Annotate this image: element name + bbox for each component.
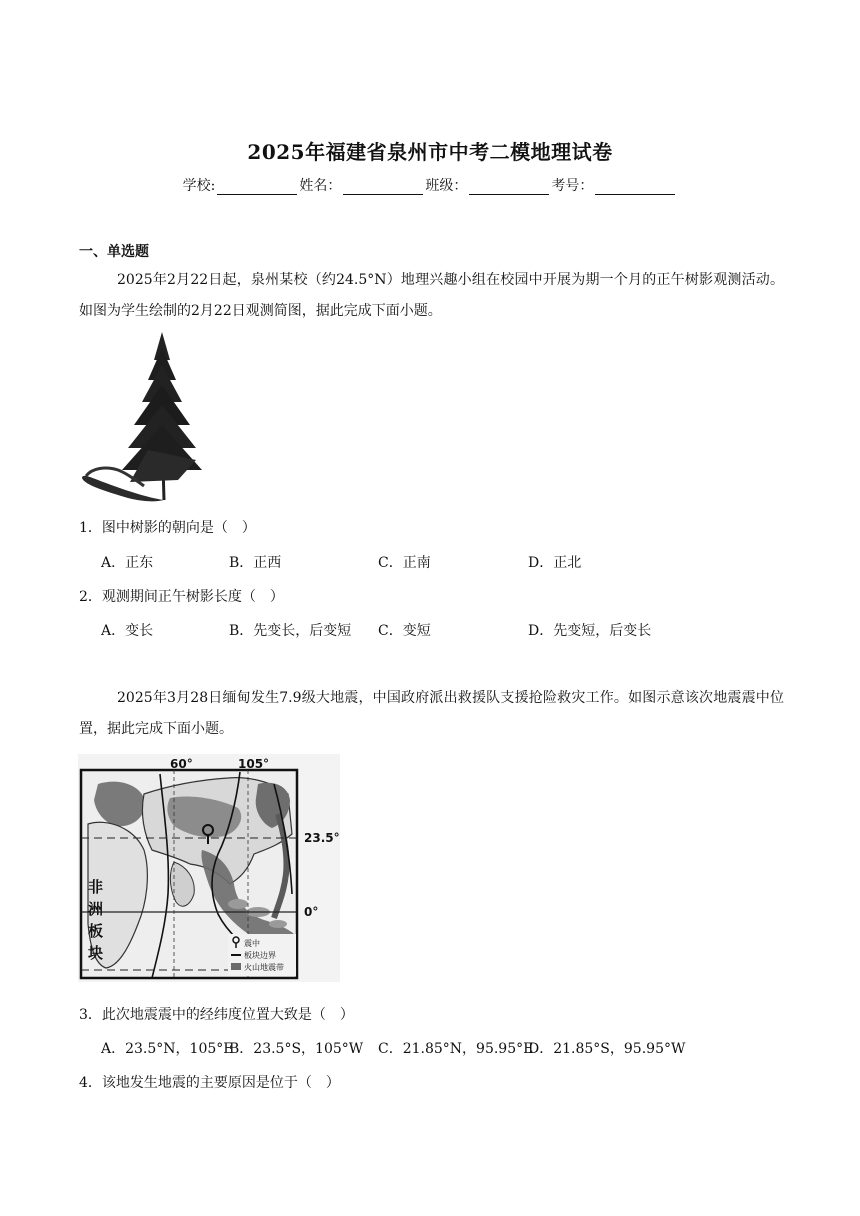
- q3-option-d: D．21.85°S，95.95°W: [528, 1041, 686, 1057]
- q1-option-b: B．正西: [229, 555, 282, 571]
- map-legend: [228, 934, 296, 976]
- q2-option-c: C．变短: [378, 623, 431, 639]
- legend-belt-swatch: [231, 963, 241, 970]
- tree-shadow-figure: [78, 330, 208, 508]
- plate-label-char-4: 块: [88, 944, 104, 962]
- tree-illustration: [78, 330, 208, 508]
- q3-option-c: C．21.85°N，95.95°E: [378, 1041, 534, 1057]
- lat-label-0: 0°: [304, 905, 319, 919]
- legend-epicenter-label: 震中: [244, 939, 260, 948]
- question-4-stem: 4．该地发生地震的主要原因是位于（ ）: [79, 1075, 340, 1091]
- legend-boundary-label: 板块边界: [244, 951, 276, 960]
- legend-belt-label: 火山地震带: [244, 963, 284, 972]
- q3-option-a: A．23.5°N，105°E: [101, 1041, 234, 1057]
- earthquake-map: [78, 754, 340, 982]
- lat-label-23-5: 23.5°: [304, 831, 340, 845]
- passage-1: 2025年2月22日起，泉州某校（约24.5°N）地理兴趣小组在校园中开展为期一个月的正午树影观测活动。如图为学生绘制的2月22日观测简图，据此完成下面小题。: [79, 272, 784, 319]
- lon-label-105: 105°: [238, 757, 270, 771]
- q2-option-d: D．先变短，后变长: [528, 623, 652, 639]
- passage-2: 2025年3月28日缅甸发生7.9级大地震，中国政府派出救援队支援抢险救灾工作。如图示意该次地震震中位置，据此完成下面小题。: [79, 690, 784, 737]
- exam-no-blank: [595, 180, 675, 195]
- question-1-stem: 1．图中树影的朝向是（ ）: [79, 520, 256, 536]
- page-title: 2025年福建省泉州市中考二模地理试卷: [247, 140, 613, 164]
- earthquake-map-figure: [78, 754, 340, 982]
- name-blank: [343, 180, 423, 195]
- q2-option-b: B．先变长，后变短: [229, 623, 352, 639]
- school-blank: [217, 180, 297, 195]
- plate-label-char-2: 洲: [88, 900, 104, 918]
- q2-option-a: A．变长: [101, 623, 154, 639]
- section-heading: 一、单选题: [79, 244, 149, 260]
- q1-option-c: C．正南: [378, 555, 431, 571]
- class-blank: [469, 180, 549, 195]
- plate-label-char-3: 板: [88, 922, 104, 940]
- lon-label-60: 60°: [170, 757, 193, 771]
- question-2-stem: 2．观测期间正午树影长度（ ）: [79, 589, 284, 605]
- q1-option-d: D．正北: [528, 555, 582, 571]
- question-3-stem: 3．此次地震震中的经纬度位置大致是（ ）: [79, 1007, 354, 1023]
- q3-option-b: B．23.5°S，105°W: [229, 1041, 364, 1057]
- plate-label-char-1: 非: [88, 878, 104, 896]
- exam-no-label: 考号：: [551, 178, 594, 194]
- class-label: 班级：: [425, 178, 468, 194]
- school-label: 学校:: [182, 178, 216, 194]
- q1-option-a: A．正东: [101, 555, 154, 571]
- name-label: 姓名：: [299, 178, 342, 194]
- student-info-line: [0, 175, 860, 195]
